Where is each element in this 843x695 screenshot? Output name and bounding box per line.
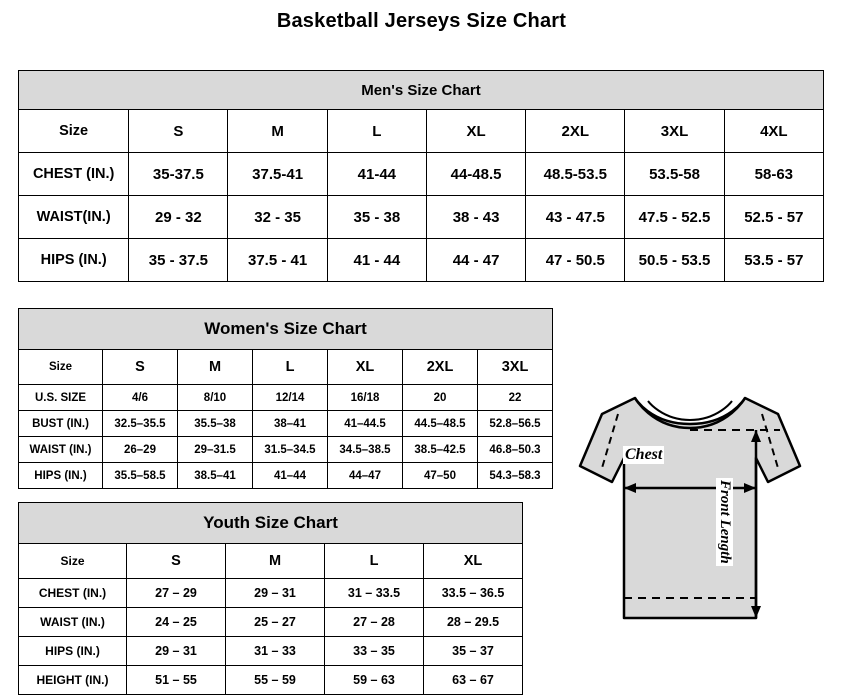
table-cell: 31 – 33.5 — [325, 579, 424, 608]
table-cell: 35 - 37.5 — [129, 239, 228, 282]
col-header-4xl: 4XL — [724, 110, 823, 153]
row-label: HIPS (IN.) — [19, 637, 127, 666]
col-header-size: Size — [19, 350, 103, 385]
table-cell: 31 – 33 — [226, 637, 325, 666]
table-row — [19, 385, 553, 411]
row-label: WAIST(IN.) — [19, 196, 129, 239]
table-cell: 35 - 38 — [327, 196, 426, 239]
youth-size-table — [18, 502, 523, 695]
row-label: WAIST (IN.) — [19, 437, 103, 463]
table-caption-row — [19, 71, 824, 110]
table-row — [19, 463, 553, 489]
table-cell: 54.3–58.3 — [478, 463, 553, 489]
youth-caption: Youth Size Chart — [19, 503, 523, 544]
table-row — [19, 666, 523, 695]
table-cell: 28 – 29.5 — [424, 608, 523, 637]
jersey-measurement-diagram — [540, 370, 840, 670]
table-cell: 16/18 — [328, 385, 403, 411]
table-cell: 46.8–50.3 — [478, 437, 553, 463]
table-cell: 50.5 - 53.5 — [625, 239, 724, 282]
front-length-measurement-label: Front Length — [717, 480, 733, 564]
table-cell: 59 – 63 — [325, 666, 424, 695]
page-title: Basketball Jerseys Size Chart — [276, 10, 567, 32]
table-cell: 51 – 55 — [127, 666, 226, 695]
table-cell: 43 - 47.5 — [526, 196, 625, 239]
col-header-2xl: 2XL — [403, 350, 478, 385]
table-cell: 29 – 31 — [226, 579, 325, 608]
table-cell: 63 – 67 — [424, 666, 523, 695]
table-header-row — [19, 350, 553, 385]
table-caption-row — [19, 309, 553, 350]
table-cell: 29 - 32 — [129, 196, 228, 239]
row-label: HIPS (IN.) — [19, 239, 129, 282]
col-header-s: S — [127, 544, 226, 579]
womens-size-table — [18, 308, 553, 489]
col-header-xl: XL — [328, 350, 403, 385]
row-label: HIPS (IN.) — [19, 463, 103, 489]
table-cell: 24 – 25 — [127, 608, 226, 637]
table-cell: 47 - 50.5 — [526, 239, 625, 282]
mens-size-table — [18, 70, 824, 282]
table-cell: 55 – 59 — [226, 666, 325, 695]
youth-size-chart — [18, 502, 523, 695]
col-header-size: Size — [19, 110, 129, 153]
col-header-l: L — [327, 110, 426, 153]
jersey-illustration-icon — [540, 370, 840, 670]
table-cell: 26–29 — [103, 437, 178, 463]
col-header-s: S — [103, 350, 178, 385]
table-cell: 44-48.5 — [426, 153, 525, 196]
table-cell: 38.5–41 — [178, 463, 253, 489]
table-cell: 34.5–38.5 — [328, 437, 403, 463]
table-cell: 37.5 - 41 — [228, 239, 327, 282]
table-caption-row — [19, 503, 523, 544]
table-row — [19, 608, 523, 637]
col-header-size: Size — [19, 544, 127, 579]
table-header-row — [19, 544, 523, 579]
table-cell: 44 - 47 — [426, 239, 525, 282]
table-cell: 4/6 — [103, 385, 178, 411]
table-cell: 31.5–34.5 — [253, 437, 328, 463]
table-cell: 41–44.5 — [328, 411, 403, 437]
table-cell: 38.5–42.5 — [403, 437, 478, 463]
table-cell: 47.5 - 52.5 — [625, 196, 724, 239]
col-header-m: M — [228, 110, 327, 153]
table-cell: 37.5-41 — [228, 153, 327, 196]
table-row — [19, 239, 824, 282]
table-cell: 38–41 — [253, 411, 328, 437]
row-label: BUST (IN.) — [19, 411, 103, 437]
table-cell: 48.5-53.5 — [526, 153, 625, 196]
table-header-row — [19, 110, 824, 153]
table-cell: 35.5–38 — [178, 411, 253, 437]
chest-measurement-label: Chest — [625, 446, 663, 463]
table-cell: 44.5–48.5 — [403, 411, 478, 437]
col-header-3xl: 3XL — [478, 350, 553, 385]
table-row — [19, 196, 824, 239]
table-cell: 29–31.5 — [178, 437, 253, 463]
table-cell: 25 – 27 — [226, 608, 325, 637]
col-header-3xl: 3XL — [625, 110, 724, 153]
table-cell: 12/14 — [253, 385, 328, 411]
table-cell: 22 — [478, 385, 553, 411]
table-row — [19, 153, 824, 196]
table-cell: 35-37.5 — [129, 153, 228, 196]
table-cell: 58-63 — [724, 153, 823, 196]
col-header-l: L — [325, 544, 424, 579]
col-header-m: M — [178, 350, 253, 385]
table-cell: 44–47 — [328, 463, 403, 489]
col-header-2xl: 2XL — [526, 110, 625, 153]
row-label: CHEST (IN.) — [19, 153, 129, 196]
col-header-s: S — [129, 110, 228, 153]
row-label: WAIST (IN.) — [19, 608, 127, 637]
womens-caption: Women's Size Chart — [19, 309, 553, 350]
table-cell: 53.5 - 57 — [724, 239, 823, 282]
table-cell: 52.8–56.5 — [478, 411, 553, 437]
table-cell: 53.5-58 — [625, 153, 724, 196]
table-row — [19, 437, 553, 463]
table-cell: 35 – 37 — [424, 637, 523, 666]
table-cell: 8/10 — [178, 385, 253, 411]
mens-size-chart — [18, 70, 824, 282]
table-cell: 35.5–58.5 — [103, 463, 178, 489]
womens-size-chart — [18, 308, 553, 489]
row-label: U.S. SIZE — [19, 385, 103, 411]
row-label: HEIGHT (IN.) — [19, 666, 127, 695]
table-row — [19, 411, 553, 437]
col-header-xl: XL — [426, 110, 525, 153]
table-cell: 41-44 — [327, 153, 426, 196]
table-cell: 38 - 43 — [426, 196, 525, 239]
col-header-l: L — [253, 350, 328, 385]
table-cell: 32 - 35 — [228, 196, 327, 239]
col-header-xl: XL — [424, 544, 523, 579]
table-cell: 27 – 29 — [127, 579, 226, 608]
table-cell: 20 — [403, 385, 478, 411]
table-cell: 33.5 – 36.5 — [424, 579, 523, 608]
col-header-m: M — [226, 544, 325, 579]
table-cell: 27 – 28 — [325, 608, 424, 637]
row-label: CHEST (IN.) — [19, 579, 127, 608]
table-cell: 32.5–35.5 — [103, 411, 178, 437]
mens-caption: Men's Size Chart — [19, 71, 824, 110]
table-cell: 29 – 31 — [127, 637, 226, 666]
table-row — [19, 637, 523, 666]
table-cell: 52.5 - 57 — [724, 196, 823, 239]
table-row — [19, 579, 523, 608]
table-cell: 33 – 35 — [325, 637, 424, 666]
table-cell: 41 - 44 — [327, 239, 426, 282]
table-cell: 41–44 — [253, 463, 328, 489]
table-cell: 47–50 — [403, 463, 478, 489]
